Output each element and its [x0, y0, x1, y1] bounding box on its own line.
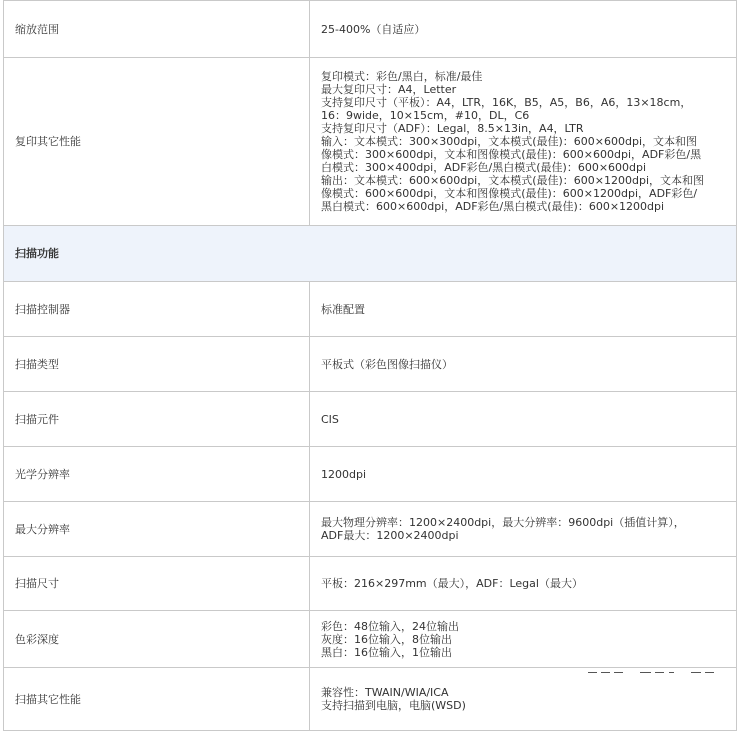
section-title: 扫描功能: [4, 226, 737, 282]
spec-value-line: 支持复印尺寸（平板）：A4，LTR，16K，B5，A5，B6，A6，13×18cm，: [321, 96, 692, 109]
spec-label: 光学分辨率: [4, 447, 310, 502]
spec-value: [310, 447, 737, 502]
spec-value-line: 黑白模式：600×600dpi，ADF彩色/黑白模式(最佳)：600×1200dpi: [321, 200, 665, 213]
spec-value-line: ADF最大：1200×2400dpi: [321, 529, 459, 542]
spec-row: [4, 557, 737, 611]
spec-value-line: 输入：文本模式：300×300dpi，文本模式(最佳)：600×600dpi，文本和图: [321, 135, 698, 148]
spec-value: [310, 282, 737, 337]
spec-value-line: CIS: [321, 412, 339, 426]
spec-row: [4, 1, 737, 58]
spec-row: [4, 337, 737, 392]
spec-value-line: 标准配置: [321, 302, 365, 316]
spec-value-line: 白模式：300×400dpi，ADF彩色/黑白模式(最佳)：600×600dpi: [321, 161, 647, 174]
spec-value-line: 像模式：600×600dpi，文本和图像模式(最佳)：600×1200dpi，ADF彩色/: [321, 187, 698, 200]
spec-value-line: 1200dpi: [321, 467, 367, 481]
spec-label: 最大分辨率: [4, 502, 310, 557]
spec-label: 扫描其它性能: [4, 668, 310, 731]
spec-row: [4, 611, 737, 668]
spec-value-line: 输出：文本模式：600×600dpi，文本模式(最佳)：600×1200dpi，文本和图: [321, 174, 705, 187]
spec-label: 扫描控制器: [4, 282, 310, 337]
spec-value-line: 复印模式：彩色/黑白，标准/最佳: [321, 70, 483, 83]
section-row: [4, 226, 737, 282]
spec-value: [310, 668, 737, 731]
spec-value-line: 灰度：16位输入，8位输出: [321, 632, 452, 646]
spec-label: 色彩深度: [4, 611, 310, 668]
spec-row: [4, 58, 737, 226]
spec-value-line: 彩色：48位输入，24位输出: [321, 619, 459, 633]
spec-value-line: 支持扫描到电脑，电脑(WSD): [321, 699, 466, 712]
spec-value-line: 平板：216×297mm（最大），ADF：Legal（最大）: [321, 577, 583, 590]
spec-row: [4, 282, 737, 337]
spec-value-line: 像模式：300×600dpi，文本和图像模式(最佳)：600×600dpi，ADF彩色/黑: [321, 148, 702, 161]
spec-row: [4, 502, 737, 557]
spec-value-line: 最大复印尺寸：A4，Letter: [321, 83, 457, 96]
spec-value: [310, 337, 737, 392]
spec-table-body: [4, 1, 737, 731]
spec-value-line: 黑白：16位输入，1位输出: [321, 645, 452, 659]
spec-value-line: 兼容性：TWAIN/WIA/ICA: [321, 686, 449, 699]
spec-value: [310, 502, 737, 557]
spec-value: [310, 58, 737, 226]
spec-value-line: 支持复印尺寸（ADF）：Legal，8.5×13in，A4，LTR: [321, 122, 584, 135]
spec-value-line: 最大物理分辨率：1200×2400dpi，最大分辨率：9600dpi（插值计算），: [321, 516, 685, 529]
spec-label: 扫描尺寸: [4, 557, 310, 611]
spec-value-line: 平板式（彩色图像扫描仪）: [321, 357, 453, 371]
spec-label: 扫描类型: [4, 337, 310, 392]
spec-value: [310, 1, 737, 58]
spec-label: 复印其它性能: [4, 58, 310, 226]
spec-value-line: 16：9wide，10×15cm，#10，DL，C6: [321, 109, 530, 122]
dash-decoration: [588, 672, 728, 674]
spec-value-line: 25-400%（自适应）: [321, 22, 426, 36]
spec-table: [3, 0, 737, 731]
spec-row: [4, 668, 737, 731]
spec-value: [310, 392, 737, 447]
spec-value: [310, 557, 737, 611]
spec-value: [310, 611, 737, 668]
spec-label: 扫描元件: [4, 392, 310, 447]
spec-row: [4, 447, 737, 502]
spec-label: 缩放范围: [4, 1, 310, 58]
spec-row: [4, 392, 737, 447]
